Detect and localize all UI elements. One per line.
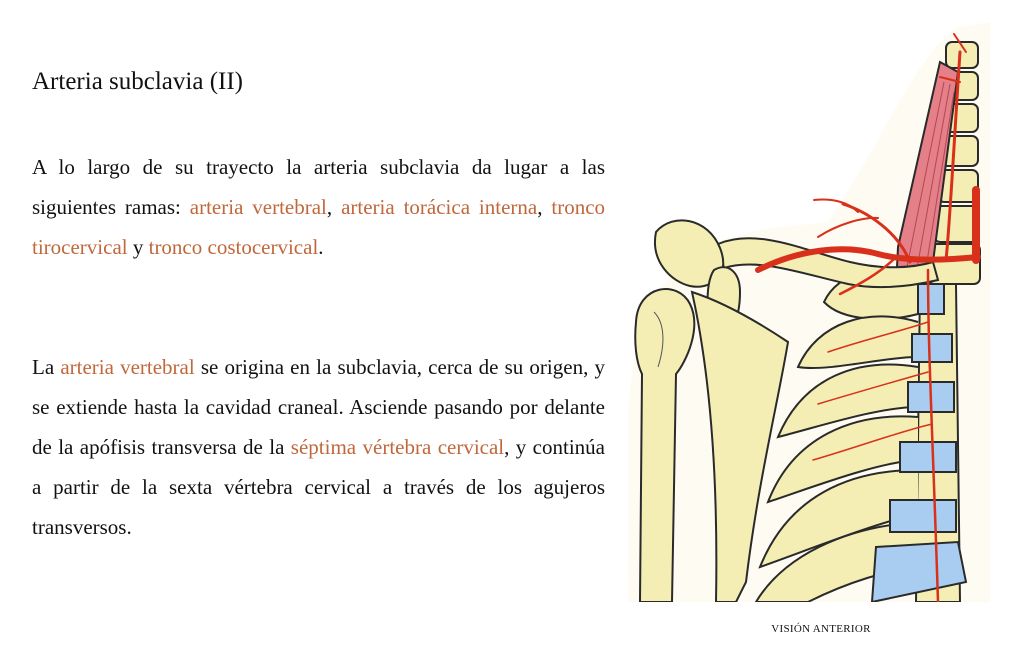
- term-arteria-vertebral: arteria vertebral: [60, 355, 195, 379]
- text: La: [32, 355, 61, 379]
- term-tronco-tirocervical: tronco tirocervical: [32, 195, 606, 259]
- text: .: [318, 235, 324, 259]
- text: ,: [537, 195, 552, 219]
- term-septima-vertebra-cervical: séptima vértebra cervical: [290, 435, 505, 459]
- text: se origina en la subclavia, cerca de su origen, y se extiende hasta la cavidad craneal. Asciende pasando por delante de la apófisis transversa de la: [32, 355, 605, 459]
- text: A lo largo de su trayecto la arteria subclavia da lugar a las siguientes ramas:: [32, 155, 605, 219]
- vertebral-paragraph: [32, 347, 605, 547]
- term-arteria-vertebral: arteria vertebral: [189, 195, 327, 219]
- anatomy-illustration: [628, 22, 990, 602]
- page-title: Arteria subclavia (II): [32, 68, 243, 95]
- term-tronco-costocervical: tronco costocervical: [148, 235, 319, 259]
- text: ,: [326, 195, 342, 219]
- intro-paragraph: [32, 147, 605, 267]
- figure-caption: VISIÓN ANTERIOR: [771, 623, 871, 635]
- text: , y continúa a partir de la sexta vértebra cervical a través de los agujeros transversos.: [32, 435, 605, 539]
- text: y: [127, 235, 149, 259]
- term-arteria-toracica-interna: arteria torácica interna: [341, 195, 538, 219]
